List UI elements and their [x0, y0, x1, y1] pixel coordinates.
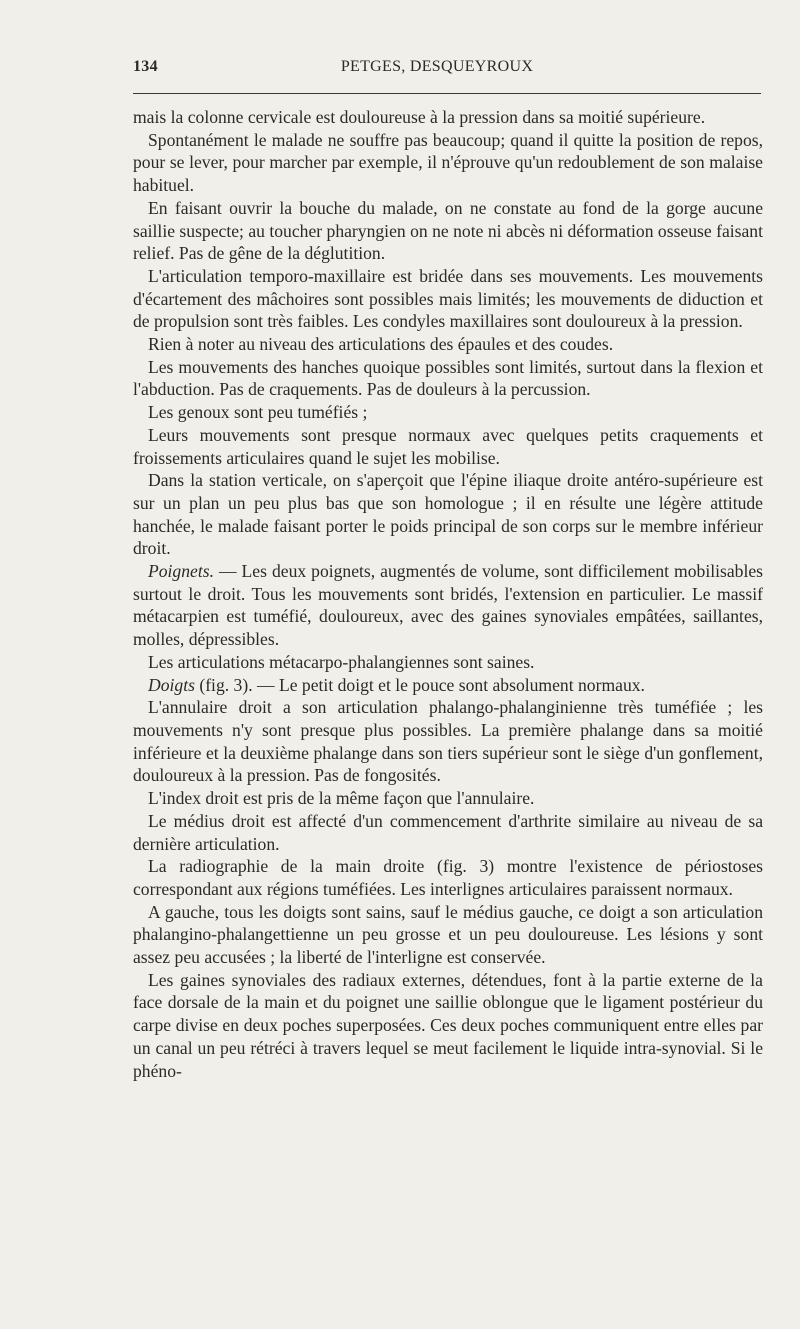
paragraph: Les gaines synoviales des radiaux externes, détendues, font à la partie externe de la face dorsale de la main et du poignet une saillie oblongue que le ligament postérieur du carpe divise en deux poches superposées. Ces deux poches communiquent entre elles par un canal un peu rétréci à travers lequel se meut facilement le liquide intra-synovial. Si le phéno- [133, 969, 763, 1081]
paragraph: L'annulaire droit a son articulation phalango-phalanginienne très tuméfiée ; les mouvements n'y sont presque plus possibles. La première phalange dans sa moitié inférieure et la deuxième phalange dans son tiers supérieur sont le siège d'un gonflement, douloureux à la pression. Pas de fongosités. [133, 697, 763, 786]
paragraph: mais la colonne cervicale est douloureuse à la pression dans sa moitié supérieure. [133, 107, 706, 127]
running-head [133, 58, 761, 84]
paragraph-text: — Les deux poignets, augmentés de volume, sont difficilement mobilisables surtout le droit. Tous les mouvements sont bridés, l'extension en particulier. Le massif métacarpien est tuméfié, douloureux, avec des gaines synoviales empâtées, saillantes, molles, dépressibles. [133, 561, 763, 650]
paragraph: En faisant ouvrir la bouche du malade, on ne constate au fond de la gorge aucune saillie suspecte; au toucher pharyngien on ne note ni abcès ni déformation osseuse faisant relief. Pas de gêne de la déglutition. [133, 197, 763, 264]
paragraph: Leurs mouvements sont presque normaux avec quelques petits craquements et froissements articulaires quand le sujet les mobilise. [133, 424, 763, 468]
running-title: PETGES, DESQUEYROUX [340, 58, 534, 75]
paragraph: Les genoux sont peu tuméfiés ; [148, 402, 368, 423]
section-lead-poignets: Poignets. [148, 561, 214, 582]
paragraph: Spontanément le malade ne souffre pas beaucoup; quand il quitte la position de repos, pour se lever, pour marcher par exemple, il n'éprouve qu'un redoublement de son malaise habituel. [133, 129, 763, 196]
paragraph: Dans la station verticale, on s'aperçoit que l'épine iliaque droite antéro-supérieure est sur un plan un peu plus bas que son homologue ; il en résulte une légère attitude hanchée, le malade faisant porter le poids principal de son corps sur le membre inférieur droit. [133, 470, 763, 559]
paragraph: Les articulations métacarpo-phalangiennes sont saines. [148, 651, 535, 672]
section-lead-doigts: Doigts [148, 674, 195, 695]
body-text [133, 106, 763, 1082]
paragraph [133, 674, 763, 697]
paragraph: L'articulation temporo-maxillaire est bridée dans ses mouvements. Les mouvements d'écartement des mâchoires sont possibles mais limités; les mouvements de diduction et de propulsion sont très faibles. Les condyles maxillaires sont douloureux à la pression. [133, 265, 763, 332]
paragraph: Rien à noter au niveau des articulations des épaules et des coudes. [148, 334, 614, 355]
paragraph: L'index droit est pris de la même façon que l'annulaire. [148, 788, 535, 809]
paragraph: La radiographie de la main droite (fig. 3) montre l'existence de périostoses correspondant aux régions tuméfiées. Les interlignes articulaires paraissent normaux. [133, 856, 763, 899]
paragraph: Le médius droit est affecté d'un commencement d'arthrite similaire au niveau de sa dernière articulation. [133, 810, 763, 854]
paragraph: Les mouvements des hanches quoique possibles sont limités, surtout dans la flexion et l'abduction. Pas de craquements. Pas de douleurs à la percussion. [133, 356, 763, 400]
paragraph [133, 560, 763, 651]
header-rule [133, 93, 761, 94]
paragraph: A gauche, tous les doigts sont sains, sauf le médius gauche, ce doigt a son articulation phalangino-phalangettienne un peu grosse et un peu douloureuse. Les lésions y sont assez peu accusées ; la liberté de l'interligne est conservée. [133, 901, 763, 968]
page-number: 134 [133, 58, 158, 75]
paragraph-text: (fig. 3). — Le petit doigt et le pouce sont absolument normaux. [194, 674, 645, 695]
